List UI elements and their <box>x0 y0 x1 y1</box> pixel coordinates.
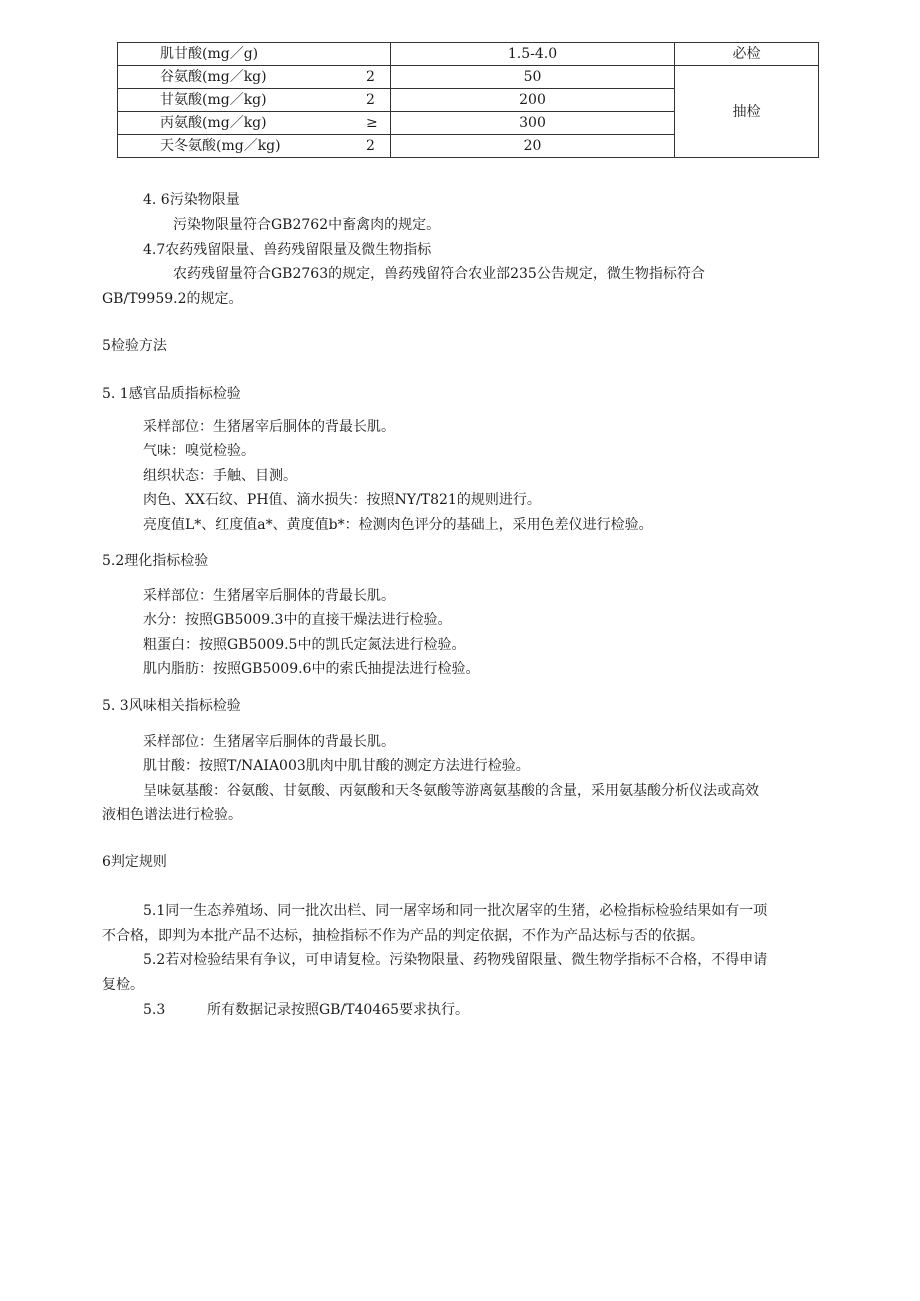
paragraph: 复检。 <box>102 977 144 993</box>
paragraph: 采样部位：生猪屠宰后胴体的背最长肌。 <box>143 734 395 750</box>
indicator-qualifier: 2 <box>366 92 375 108</box>
paragraph: 粗蛋白：按照GB5009.5中的凯氏定氮法进行检验。 <box>143 637 466 653</box>
section-heading-4-7: 4.7农药残留限量、兽药残留限量及微生物指标 <box>143 242 432 258</box>
indicator-name-cell <box>118 112 391 135</box>
inspection-type-cell: 必检 <box>675 43 819 66</box>
paragraph: 亮度值L*、红度值a*、黄度值b*：检测肉色评分的基础上，采用色差仪进行检验。 <box>143 517 653 533</box>
paragraph: 呈味氨基酸：谷氨酸、甘氨酸、丙氨酸和天冬氨酸等游离氨基酸的含量，采用氨基酸分析仪法或高效 <box>143 783 759 799</box>
indicator-name-cell <box>118 66 391 89</box>
paragraph: 采样部位：生猪屠宰后胴体的背最长肌。 <box>143 419 395 435</box>
table-row <box>118 43 819 66</box>
inspection-type-cell: 抽检 <box>675 66 819 158</box>
indicator-name-cell <box>118 43 391 66</box>
paragraph: 采样部位：生猪屠宰后胴体的背最长肌。 <box>143 588 395 604</box>
indicator-qualifier: ≥ <box>366 115 378 131</box>
indicator-value: 200 <box>391 89 675 112</box>
paragraph: 液相色谱法进行检验。 <box>102 807 242 823</box>
indicator-value: 50 <box>391 66 675 89</box>
paragraph: 组织状态：手触、目测。 <box>143 468 297 484</box>
paragraph: 5.1同一生态养殖场、同一批次出栏、同一屠宰场和同一批次屠宰的生猪，必检指标检验结果如有一项 <box>143 903 768 919</box>
indicator-name: 甘氨酸(mg／kg) <box>160 92 267 108</box>
section-heading-5-2: 5.2理化指标检验 <box>102 553 209 569</box>
rule-number: 5.3 <box>143 1002 166 1018</box>
paragraph: 肉色、XX石纹、PH值、滴水损失：按照NY/T821的规则进行。 <box>143 492 541 508</box>
paragraph: 水分：按照GB5009.3中的直接干燥法进行检验。 <box>143 612 452 628</box>
indicator-qualifier: 2 <box>366 69 375 85</box>
indicator-value: 1.5-4.0 <box>391 43 675 66</box>
section-heading-5: 5检验方法 <box>102 338 167 354</box>
paragraph: 肌甘酸：按照T/NAIA003肌肉中肌甘酸的测定方法进行检验。 <box>143 758 530 774</box>
paragraph: 肌内脂肪：按照GB5009.6中的索氏抽提法进行检验。 <box>143 661 480 677</box>
section-heading-5-1: 5. 1感官品质指标检验 <box>102 386 241 402</box>
indicator-qualifier: 2 <box>366 138 375 154</box>
indicator-value: 300 <box>391 112 675 135</box>
indicator-name: 肌甘酸(mg／g) <box>160 46 259 62</box>
indicator-table <box>117 42 819 158</box>
paragraph: 农药残留量符合GB2763的规定，兽药残留符合农业部235公告规定，微生物指标符合 <box>173 266 705 282</box>
indicator-name: 谷氨酸(mg／kg) <box>160 69 267 85</box>
indicator-name: 丙氨酸(mg／kg) <box>160 115 267 131</box>
indicator-name: 天冬氨酸(mg／kg) <box>160 138 281 154</box>
paragraph: GB/T9959.2的规定。 <box>102 291 243 307</box>
paragraph: 不合格，即判为本批产品不达标，抽检指标不作为产品的判定依据，不作为产品达标与否的依据。 <box>102 928 704 944</box>
paragraph: 所有数据记录按照GB/T40465要求执行。 <box>207 1002 470 1018</box>
paragraph: 污染物限量符合GB2762中畜禽肉的规定。 <box>173 217 441 233</box>
paragraph: 5.2若对检验结果有争议，可申请复检。污染物限量、药物残留限量、微生物学指标不合格，不得申请 <box>143 952 768 968</box>
table-row <box>118 66 819 89</box>
section-heading-4-6: 4. 6污染物限量 <box>143 192 240 208</box>
paragraph: 气味：嗅觉检验。 <box>143 443 255 459</box>
section-heading-5-3: 5. 3风味相关指标检验 <box>102 698 241 714</box>
indicator-name-cell <box>118 89 391 112</box>
section-heading-6: 6判定规则 <box>102 854 167 870</box>
indicator-name-cell <box>118 135 391 158</box>
indicator-value: 20 <box>391 135 675 158</box>
